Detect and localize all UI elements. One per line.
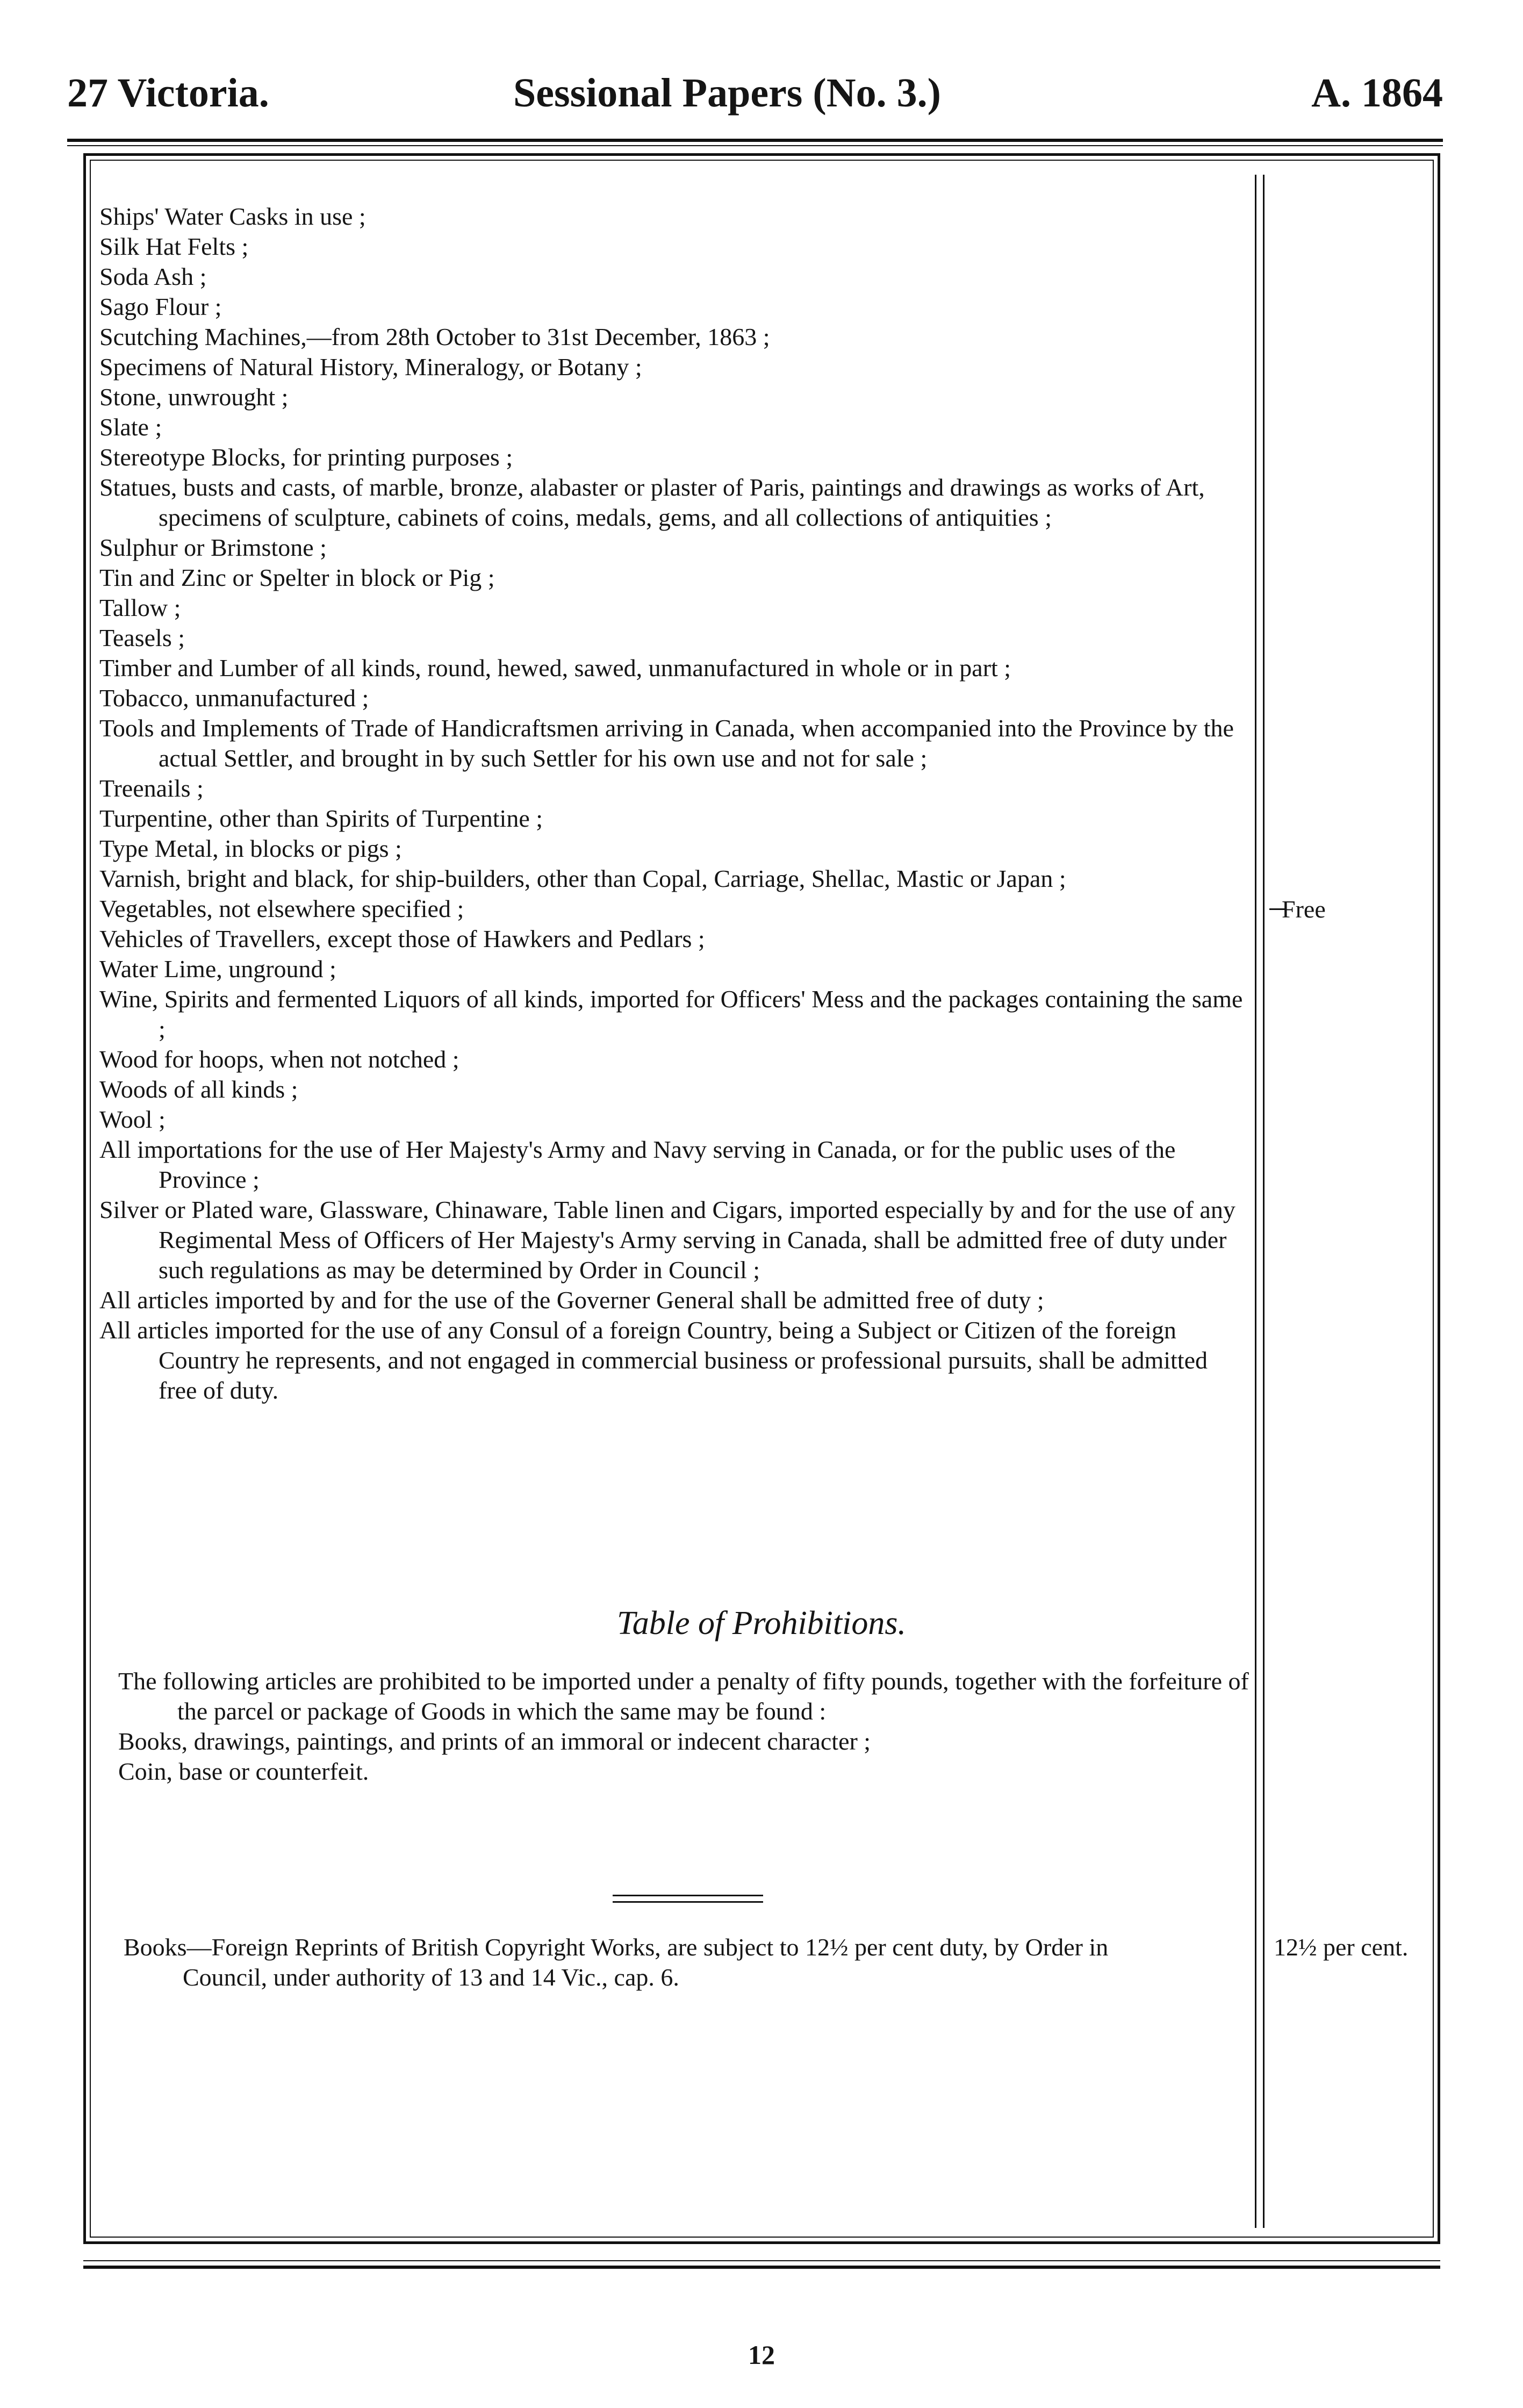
list-item: Teasels ;	[99, 624, 185, 651]
page-number: 12	[748, 2340, 775, 2370]
list-item: Books, drawings, paintings, and prints of an immoral or indecent character ;	[118, 1728, 871, 1755]
footer-rule-thin	[83, 2260, 1440, 2261]
free-brace	[1255, 207, 1273, 1621]
list-item: Wood for hoops, when not notched ;	[99, 1045, 459, 1073]
header-rule-thin	[67, 145, 1443, 146]
list-item: Turpentine, other than Spirits of Turpentine ;	[99, 805, 543, 832]
header-rule-thick	[67, 139, 1443, 142]
list-item: Stereotype Blocks, for printing purposes ;	[99, 443, 513, 471]
list-item: All articles imported by and for the use of the Governer General shall be admitted free of duty ;	[99, 1286, 1044, 1314]
list-item: Sulphur or Brimstone ;	[99, 534, 327, 561]
list-item: Woods of all kinds ;	[99, 1076, 298, 1103]
list-item: Soda Ash ;	[99, 263, 207, 290]
prohibitions-title: Table of Prohibitions.	[617, 1605, 906, 1642]
header-publication: Sessional Papers (No. 3.)	[513, 70, 941, 116]
list-item: Ships' Water Casks in use ;	[99, 203, 366, 230]
list-item: Stone, unwrought ;	[99, 383, 289, 411]
running-header	[67, 70, 1443, 129]
section-divider-bottom	[613, 1901, 763, 1903]
list-item: Statues, busts and casts, of marble, bronze, alabaster or plaster of Paris, paintings and drawings as works of Art, specimens of sculpture, cabinets of coins, medals, gems, and all collections of antiquities ;	[99, 474, 1205, 531]
list-item: Treenails ;	[99, 775, 204, 802]
list-item: Tools and Implements of Trade of Handicraftsmen arriving in Canada, when accompanied into the Province by the actual Settler, and brought in by such Settler for his own use and not for sale ;	[99, 714, 1234, 772]
list-item: Coin, base or counterfeit.	[118, 1758, 369, 1785]
list-item: Varnish, bright and black, for ship-builders, other than Copal, Carriage, Shellac, Mastic or Japan ;	[99, 865, 1066, 892]
list-item: Wool ;	[99, 1106, 166, 1133]
footer-rule-thick	[83, 2266, 1440, 2269]
header-year: A. 1864	[1311, 70, 1443, 116]
list-item: Silver or Plated ware, Glassware, Chinaware, Table linen and Cigars, imported especially by and for the use of any Regimental Mess of Officers of Her Majesty's Army serving in Canada, shall be admitted free of duty under such regulations as may be determined by Order in Council ;	[99, 1196, 1235, 1284]
list-item: Tin and Zinc or Spelter in block or Pig ;	[99, 564, 495, 591]
header-regnal-year: 27 Victoria.	[67, 70, 269, 116]
list-item: Type Metal, in blocks or pigs ;	[99, 835, 402, 862]
list-item: Books—Foreign Reprints of British Copyright Works, are subject to 12½ per cent duty, by Order in Council, under authority of 13 and 14 Vic., cap. 6.	[124, 1933, 1109, 1991]
books-duty-note	[124, 1932, 1263, 1993]
list-item: Slate ;	[99, 413, 162, 441]
list-item: Vegetables, not elsewhere specified ;	[99, 895, 464, 922]
prohibitions-list	[118, 1666, 1263, 1787]
list-item: Vehicles of Travellers, except those of Hawkers and Pedlars ;	[99, 925, 705, 952]
list-item: The following articles are prohibited to be imported under a penalty of fifty pounds, together with the forfeiture of the parcel or package of Goods in which the same may be found :	[118, 1667, 1249, 1725]
list-item: All importations for the use of Her Majesty's Army and Navy serving in Canada, or for the public uses of the Province ;	[99, 1136, 1176, 1193]
free-duty-label: Free	[1282, 895, 1326, 923]
list-item: Timber and Lumber of all kinds, round, hewed, sawed, unmanufactured in whole or in part ;	[99, 654, 1011, 682]
section-divider-top	[613, 1895, 763, 1896]
list-item: Specimens of Natural History, Mineralogy, or Botany ;	[99, 353, 642, 381]
books-duty-rate: 12½ per cent.	[1274, 1933, 1409, 1961]
list-item: All articles imported for the use of any Consul of a foreign Country, being a Subject or Citizen of the foreign Country he represents, and not engaged in commercial business or professional pursuits, shall be admitted free of duty.	[99, 1316, 1208, 1404]
free-goods-list	[99, 202, 1249, 1406]
list-item: Tallow ;	[99, 594, 181, 621]
list-item: Tobacco, unmanufactured ;	[99, 684, 369, 712]
list-item: Wine, Spirits and fermented Liquors of all kinds, imported for Officers' Mess and the packages containing the same ;	[99, 985, 1243, 1043]
list-item: Water Lime, unground ;	[99, 955, 336, 983]
list-item: Silk Hat Felts ;	[99, 233, 249, 260]
list-item: Sago Flour ;	[99, 293, 222, 320]
list-item: Scutching Machines,—from 28th October to 31st December, 1863 ;	[99, 323, 770, 350]
